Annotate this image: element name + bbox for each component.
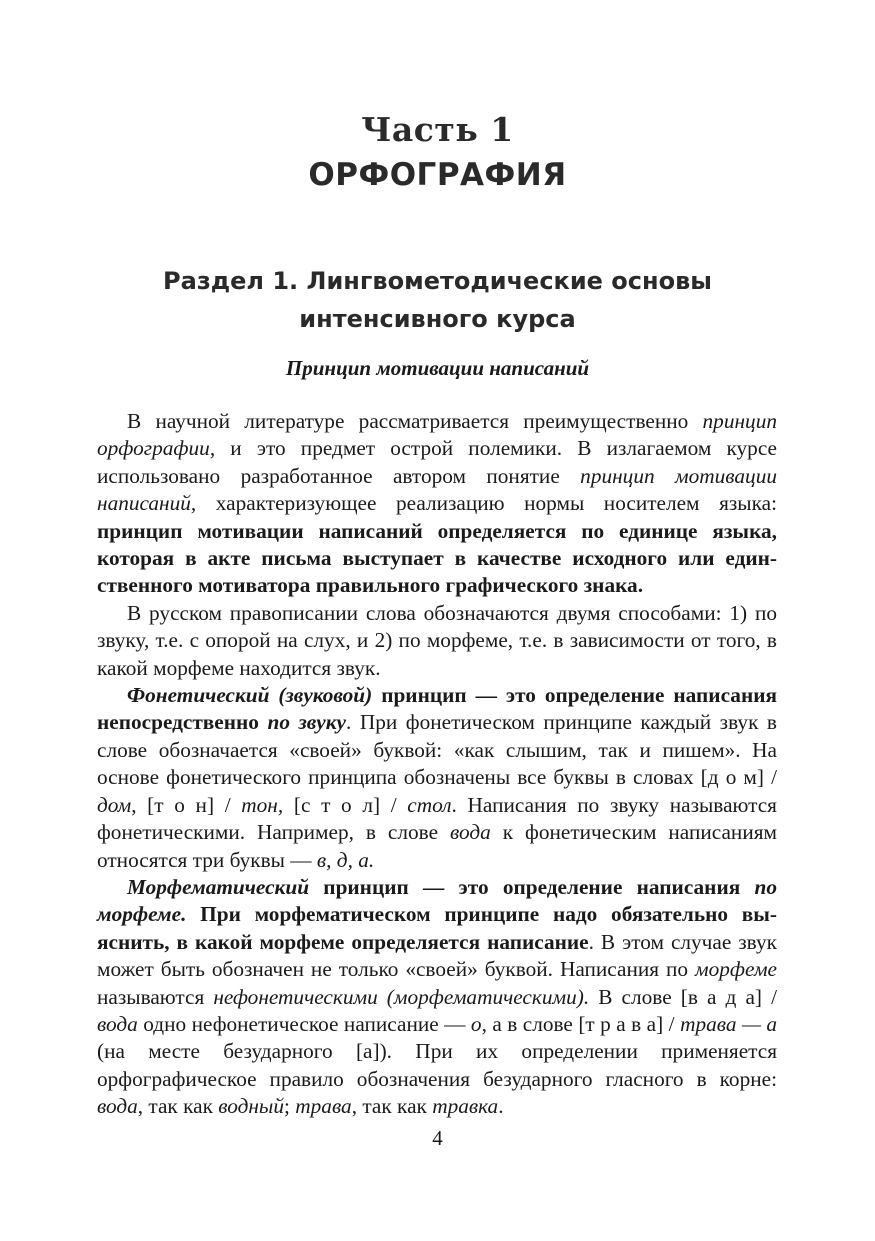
paragraph-2 bbox=[97, 600, 777, 682]
bold-definition: принцип — это определение написания непосредственно bbox=[97, 683, 778, 735]
text-run: , и это предмет острой полемики. В излагаемом курсе использовано разработанное автором понятие bbox=[97, 436, 777, 488]
bold-definition: принцип — это определение написания bbox=[309, 874, 755, 899]
text-run: называются bbox=[97, 984, 214, 1009]
body-text bbox=[97, 408, 777, 1121]
text-run: В научной литературе рассматривается преимущественно bbox=[127, 409, 703, 433]
italic-example: тон, bbox=[241, 792, 284, 817]
page-number: 4 bbox=[432, 1126, 443, 1150]
italic-example: о bbox=[470, 1011, 482, 1036]
text-run: к фонетическим написаниям относятся три буквы — bbox=[97, 820, 777, 872]
text-run: ; bbox=[284, 1094, 296, 1119]
italic-example: вода bbox=[450, 820, 491, 845]
part-number-heading: Часть 1 bbox=[361, 110, 514, 149]
italic-example: в, д, а. bbox=[316, 847, 375, 872]
text-run: , а в слове [т р а в а] / bbox=[481, 1011, 681, 1036]
italic-example: травка bbox=[432, 1094, 499, 1119]
text-run: , так как bbox=[351, 1094, 433, 1119]
bold-italic-term: Морфематический bbox=[127, 874, 310, 899]
bold-italic-term: по морфеме. bbox=[97, 874, 777, 927]
bold-italic-term: по звуку bbox=[267, 710, 346, 735]
italic-term: морфеме bbox=[695, 957, 777, 982]
text-run: В русском правописании слова обозначаются двумя способами: 1) по звуку, т.е. с опорой на слух, и 2) по морфеме, т.е. в зависимости от того, в какой морфеме находится звук. bbox=[97, 600, 777, 680]
italic-example: трава bbox=[295, 1094, 352, 1119]
italic-term: нефонетическими (морфематическими). bbox=[213, 984, 590, 1009]
text-run: . При фонетическом принципе каждый звук в слове обозначается «своей» буквой: «как слышим, так и пишем». На основе фонетического принципа обозначены все буквы в словах [д о м] / bbox=[97, 710, 777, 790]
italic-example: стол bbox=[407, 792, 452, 817]
italic-term: принцип мотивации написаний, bbox=[97, 463, 777, 516]
text-run: . bbox=[498, 1094, 504, 1119]
text-run: , [т о н] / bbox=[131, 792, 242, 817]
part-name-heading: ОРФОГРАФИЯ bbox=[308, 157, 567, 193]
italic-example: водный bbox=[218, 1094, 285, 1119]
text-run: . В этом случае звук может быть обозначен не только «своей» буквой. Написания по bbox=[97, 929, 777, 982]
section-heading-line-1: Раздел 1. Лингвометодические основы bbox=[163, 267, 712, 295]
italic-term: принцип орфографии bbox=[97, 409, 777, 461]
bold-italic-term: Фонетический (звуковой) bbox=[127, 683, 373, 708]
subsection-heading: Принцип мотивации написаний bbox=[285, 356, 590, 380]
italic-example: вода bbox=[97, 1011, 138, 1036]
text-run: характеризующее реализацию нормы носителем языка: bbox=[196, 491, 777, 516]
bold-definition: При морфематическом принципе надо обязательно выяснить, в какой морфеме определяется написание bbox=[97, 902, 777, 954]
section-heading bbox=[100, 262, 775, 338]
text-run: [с т о л] / bbox=[283, 792, 408, 817]
italic-example: трава — а bbox=[680, 1011, 777, 1036]
paragraph-1 bbox=[97, 408, 777, 600]
text-run: (на месте безударного [а]). При их определении применяется орфографическое правило обозначения безударного гласного в корне: bbox=[97, 1039, 777, 1091]
text-run: . Написания по звуку называются фонетическими. Например, в слове bbox=[97, 792, 777, 845]
bold-definition: принцип мотивации написаний определяется по единице языка, которая в акте письма выступает в качестве исходного или единственного мотиватора правильного графического знака. bbox=[97, 518, 777, 598]
section-heading-line-2: интенсивного курса bbox=[299, 305, 576, 333]
text-run: В слове [в а д а] / bbox=[589, 984, 777, 1009]
text-run: одно нефонетическое написание — bbox=[137, 1011, 471, 1036]
italic-example: вода bbox=[97, 1094, 138, 1119]
text-run: , так как bbox=[137, 1094, 219, 1119]
paragraph-4 bbox=[97, 874, 777, 1121]
paragraph-3 bbox=[97, 682, 777, 874]
italic-example: дом bbox=[97, 792, 132, 817]
